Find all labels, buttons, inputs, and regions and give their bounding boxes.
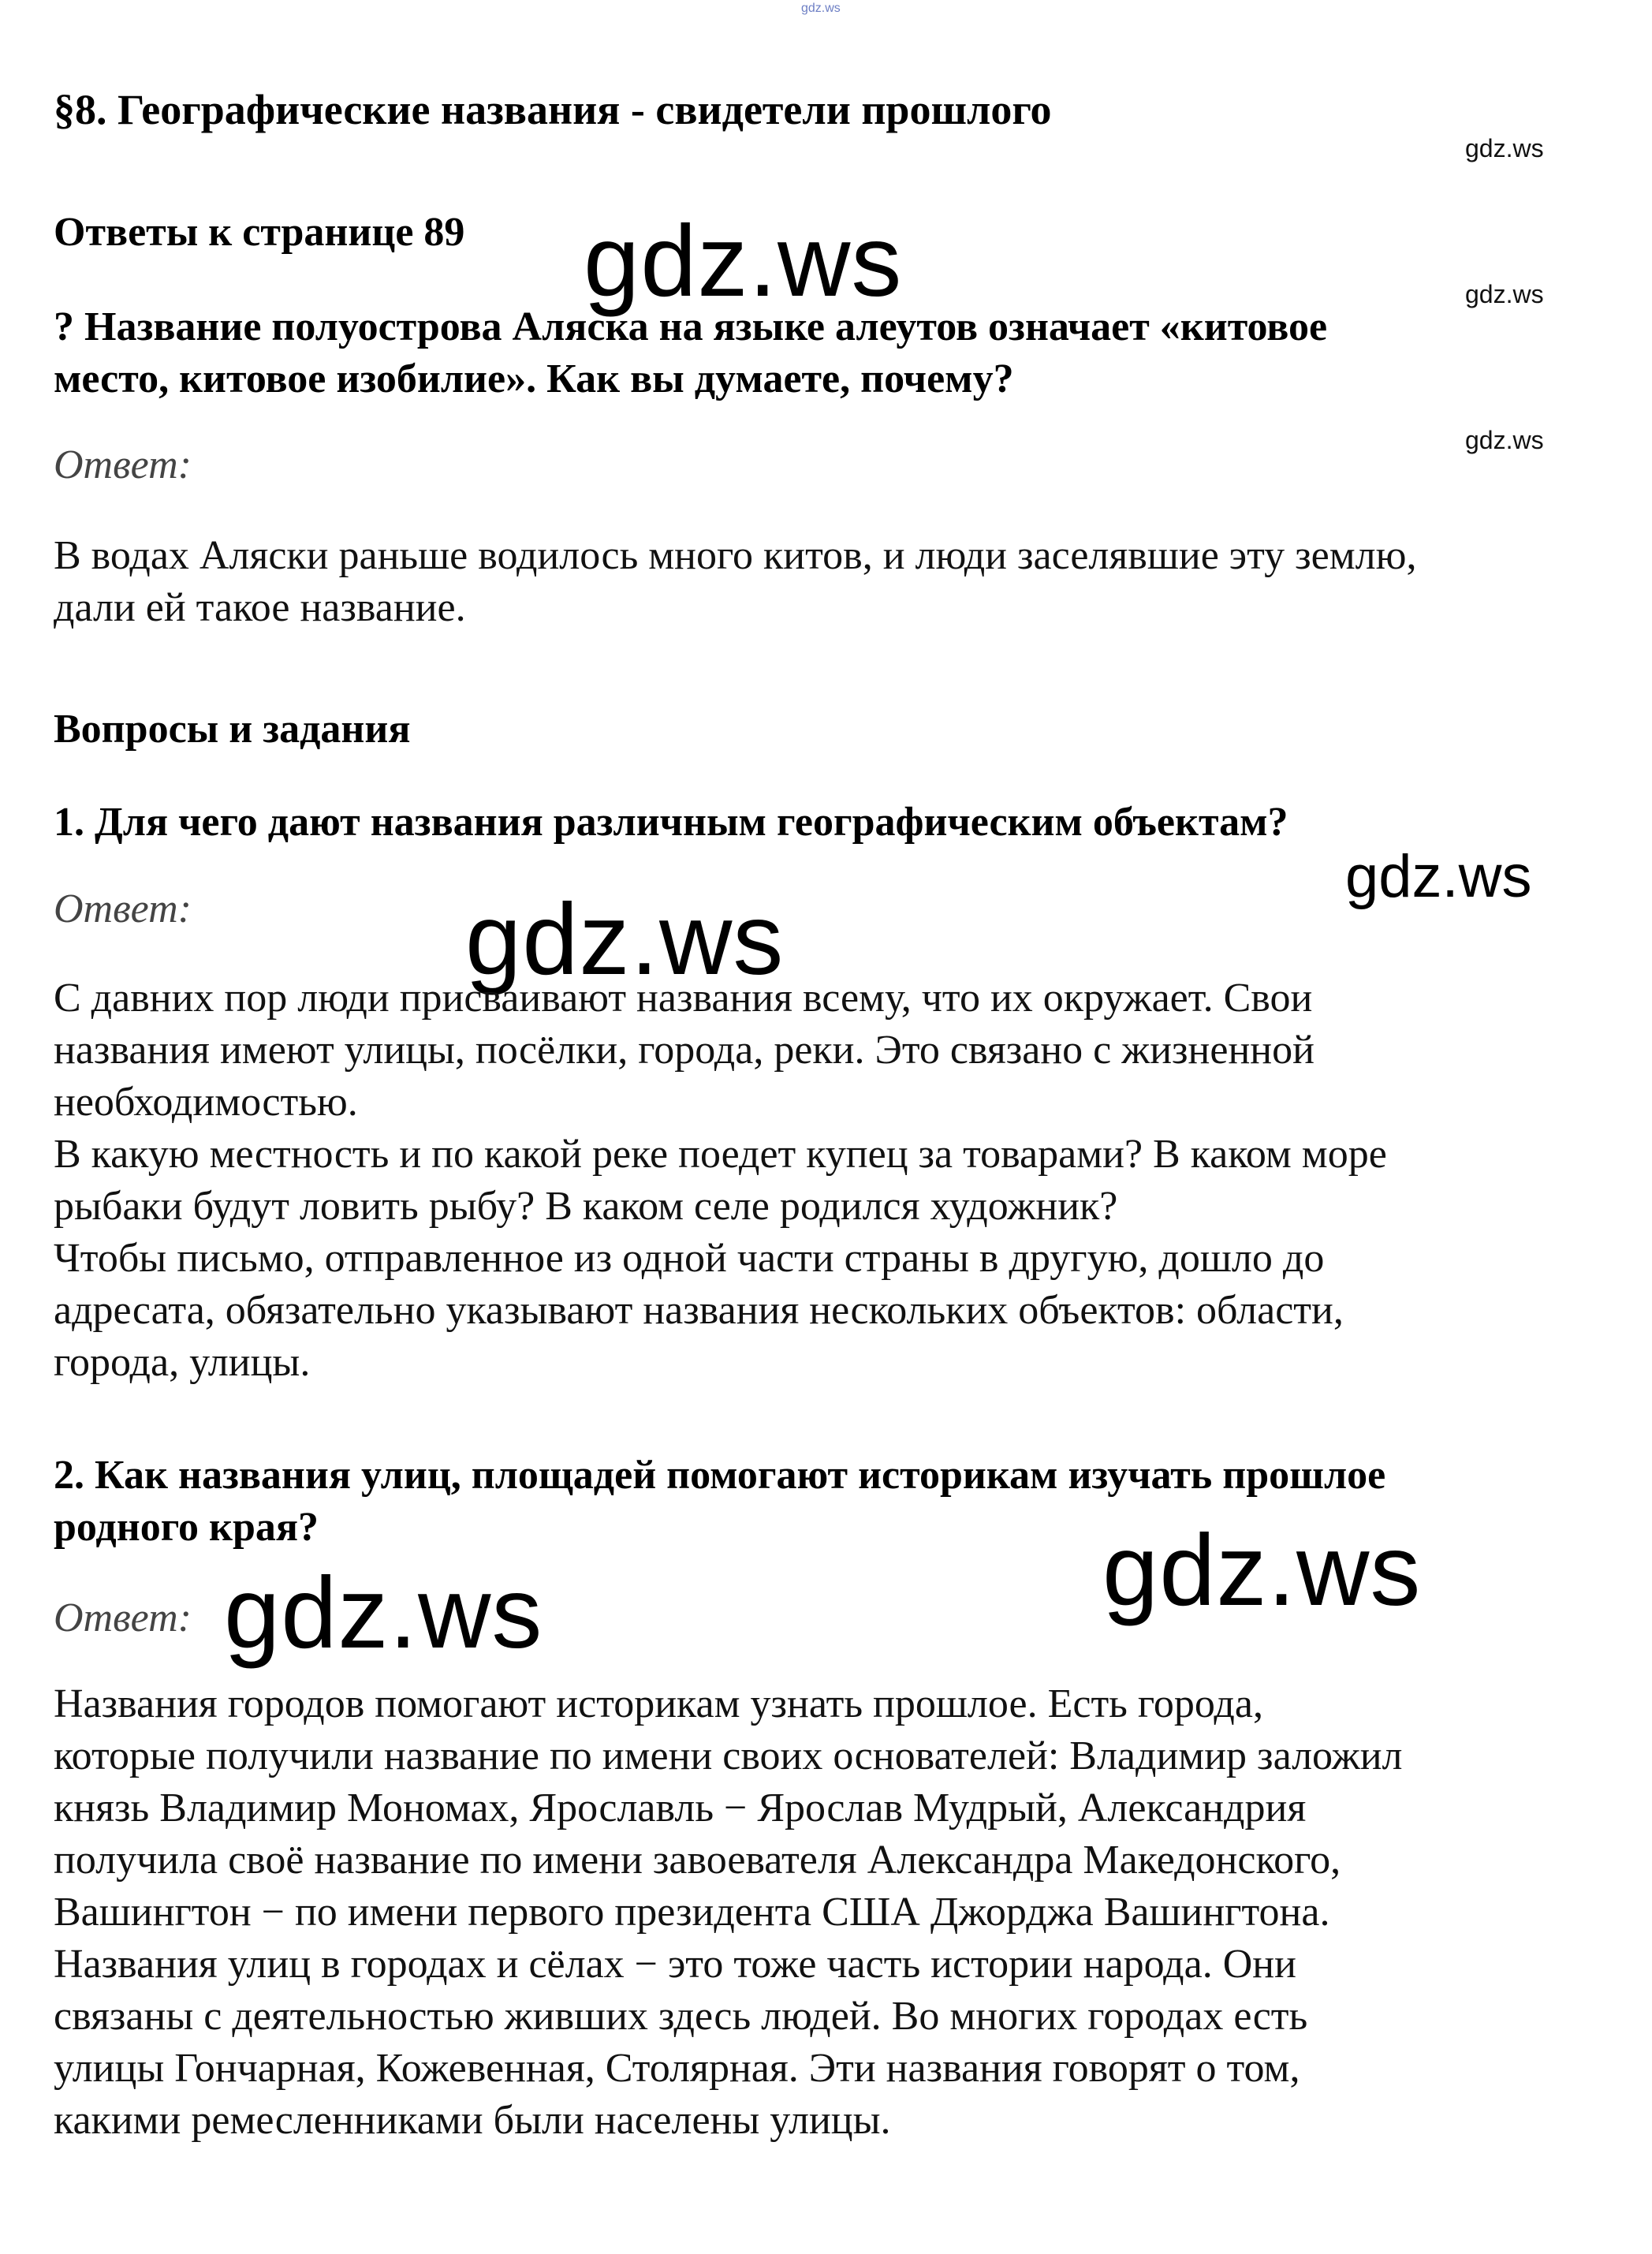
- watermark-large: gdz.ws: [465, 883, 785, 996]
- answer-label: Ответ:: [54, 886, 192, 931]
- watermark-large: gdz.ws: [584, 205, 903, 318]
- answer-2: [54, 1678, 1402, 2147]
- answer-line: какими ремесленниками были населены улицы.: [54, 2098, 891, 2143]
- answer-line: Вашингтон − по имени первого президента США Джорджа Вашингтона.: [54, 1890, 1330, 1935]
- answer-line: Названия улиц в городах и сёлах − это тоже часть истории народа. Они: [54, 1942, 1296, 1987]
- watermark-large: gdz.ws: [224, 1557, 543, 1670]
- watermark-small: gdz.ws: [1465, 134, 1544, 162]
- question-alaska: [54, 301, 1327, 405]
- answer-line: Чтобы письмо, отправленное из одной части страны в другую, дошло до: [54, 1236, 1325, 1281]
- answer-line: улицы Гончарная, Кожевенная, Столярная. Эти названия говорят о том,: [54, 2046, 1300, 2091]
- question-line: место, китовое изобилие». Как вы думаете, почему?: [54, 356, 1014, 401]
- answer-line: С давних пор люди присваивают названия всему, что их окружает. Свои: [54, 976, 1313, 1021]
- page-answers-heading: Ответы к странице 89: [54, 210, 465, 255]
- answer-line: князь Владимир Мономах, Ярославль − Ярослав Мудрый, Александрия: [54, 1786, 1307, 1830]
- answer-line: адресата, обязательно указывают названия нескольких объектов: области,: [54, 1288, 1344, 1333]
- answer-line: В какую местность и по какой реке поедет купец за товарами? В каком море: [54, 1132, 1387, 1177]
- answer-line: дали ей такое название.: [54, 585, 466, 630]
- watermark-medium: gdz.ws: [1345, 843, 1532, 910]
- watermark-small: gdz.ws: [1465, 280, 1544, 308]
- answer-label: Ответ:: [54, 1595, 192, 1640]
- watermark-large: gdz.ws: [1102, 1514, 1422, 1627]
- answer-line: необходимостью.: [54, 1080, 358, 1125]
- answer-1: [54, 972, 1387, 1389]
- question-line: 2. Как названия улиц, площадей помогают историкам изучать прошлое: [54, 1453, 1386, 1498]
- answer-line: названия имеют улицы, посёлки, города, реки. Это связано с жизненной: [54, 1028, 1315, 1073]
- page-title: §8. Географические названия - свидетели прошлого: [54, 86, 1052, 133]
- answer-line: города, улицы.: [54, 1340, 311, 1385]
- answer-line: связаны с деятельностью живших здесь людей. Во многих городах есть: [54, 1994, 1308, 2039]
- question-1: [54, 797, 1288, 849]
- answer-label: Ответ:: [54, 442, 192, 487]
- answer-line: рыбаки будут ловить рыбу? В каком селе родился художник?: [54, 1184, 1118, 1229]
- question-line: 1. Для чего дают названия различным географическим объектам?: [54, 800, 1288, 845]
- answer-line: которые получили название по имени своих основателей: Владимир заложил: [54, 1733, 1403, 1778]
- answer-alaska: [54, 530, 1416, 634]
- question-line: ? Название полуострова Аляска на языке алеутов означает «китовое: [54, 304, 1328, 349]
- answer-line: В водах Аляски раньше водилось много китов, и люди заселявшие эту землю,: [54, 533, 1417, 578]
- answer-line: Названия городов помогают историкам узнать прошлое. Есть города,: [54, 1681, 1263, 1726]
- question-line: родного края?: [54, 1505, 319, 1550]
- section-heading: Вопросы и задания: [54, 707, 411, 752]
- watermark-small: gdz.ws: [1465, 426, 1544, 454]
- answer-line: получила своё название по имени завоевателя Александра Македонского,: [54, 1838, 1341, 1883]
- top-watermark: gdz.ws: [801, 2, 841, 15]
